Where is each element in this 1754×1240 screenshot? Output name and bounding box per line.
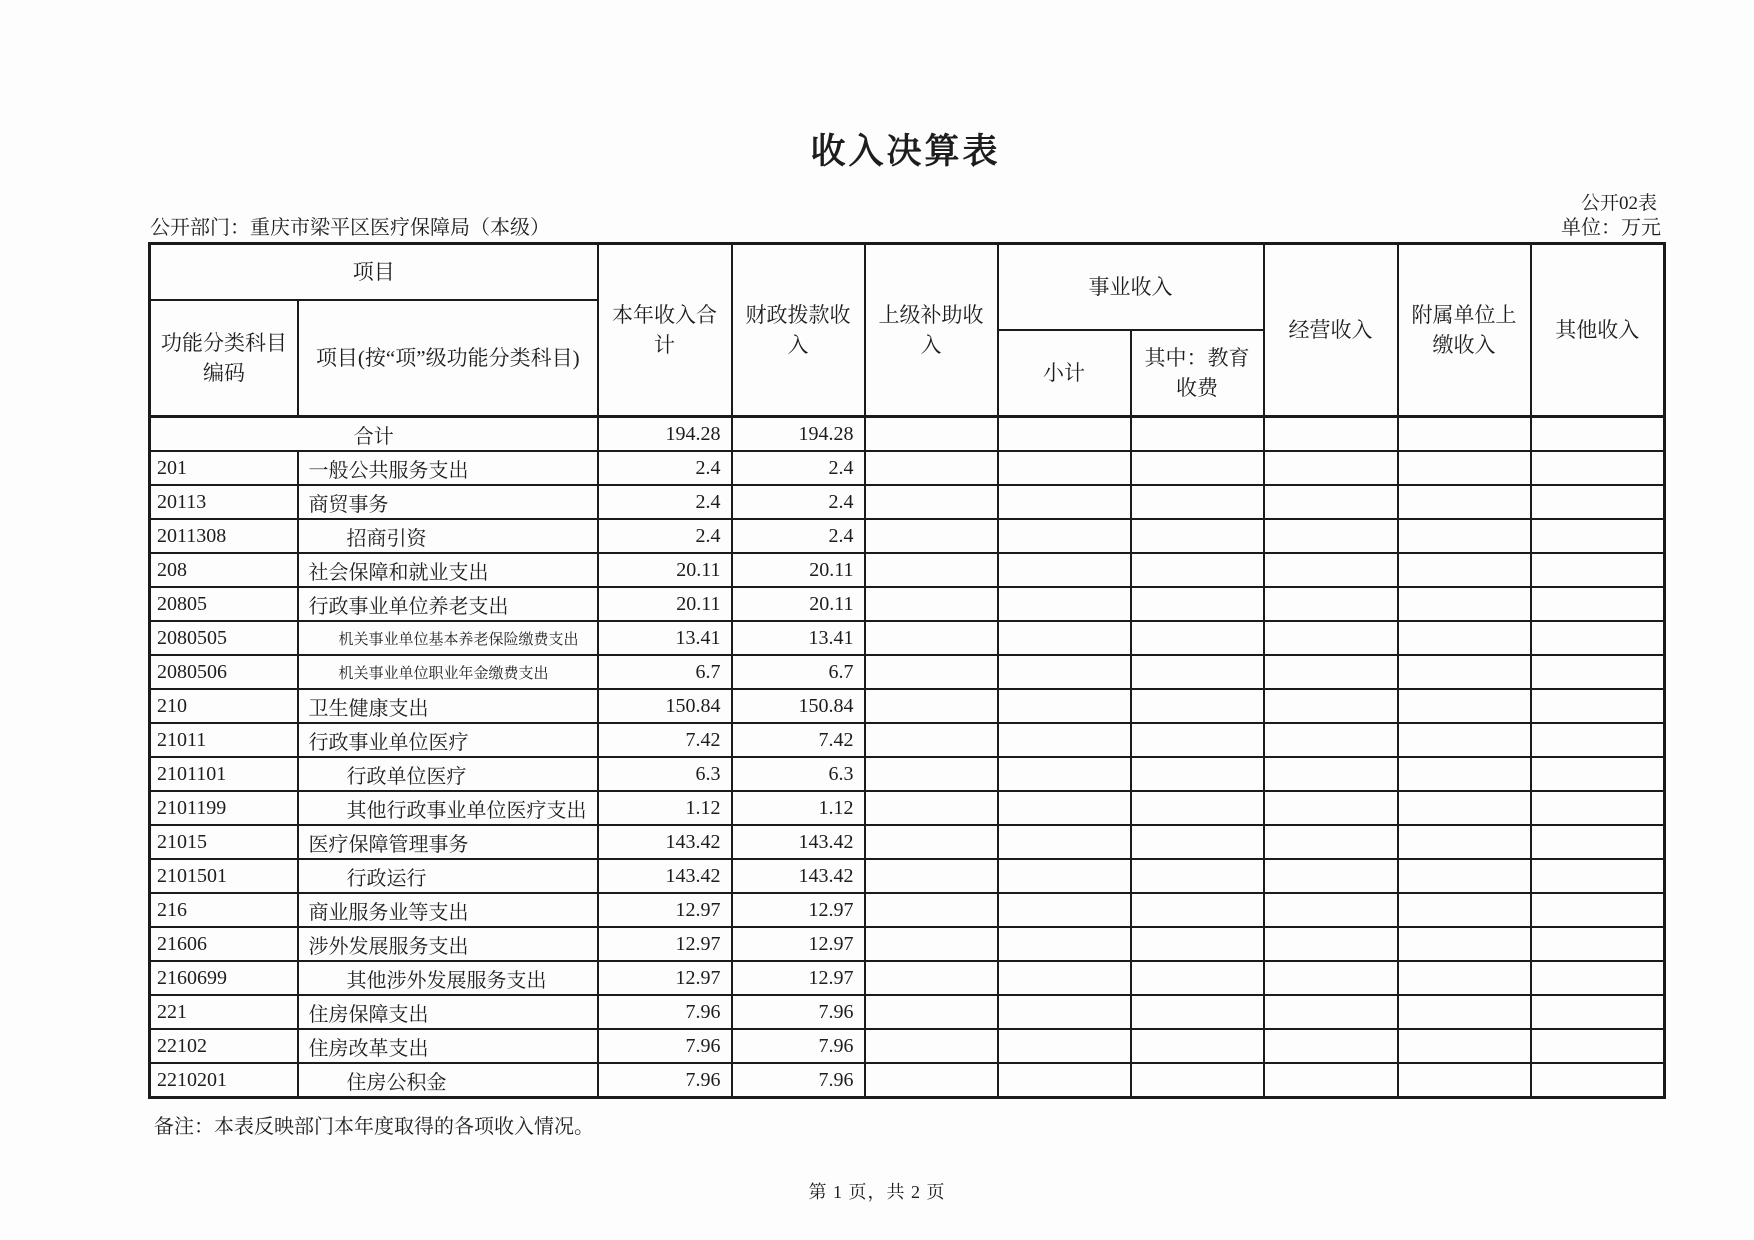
cell-empty [1531, 791, 1665, 825]
cell-empty [1398, 519, 1531, 553]
cell-item-name: 住房保障支出 [298, 995, 598, 1029]
cell-code: 221 [150, 995, 298, 1029]
cell-total-amount: 143.42 [598, 859, 732, 893]
cell-empty [1398, 723, 1531, 757]
cell-fiscal-amount: 20.11 [732, 587, 865, 621]
cell-empty [1531, 655, 1665, 689]
cell-empty [865, 689, 998, 723]
cell-fiscal-amount: 2.4 [732, 519, 865, 553]
cell-empty [1131, 859, 1264, 893]
cell-total-amount: 7.42 [598, 723, 732, 757]
cell-item-name: 机关事业单位职业年金缴费支出 [298, 655, 598, 689]
cell-empty [1531, 757, 1665, 791]
cell-empty [1264, 587, 1398, 621]
cell-empty [1398, 893, 1531, 927]
cell-empty [1264, 757, 1398, 791]
cell-empty [1531, 553, 1665, 587]
cell-empty [1131, 825, 1264, 859]
table-row [150, 689, 1665, 723]
cell-empty [1131, 689, 1264, 723]
cell-empty [998, 1063, 1131, 1098]
department-label: 公开部门：重庆市梁平区医疗保障局（本级） [150, 217, 550, 239]
cell-fiscal-amount: 7.42 [732, 723, 865, 757]
cell-empty [1131, 655, 1264, 689]
cell-empty [998, 723, 1131, 757]
cell-empty [1398, 825, 1531, 859]
cell-empty [1398, 417, 1531, 452]
total-row [150, 417, 1665, 452]
cell-empty [865, 553, 998, 587]
cell-empty [998, 655, 1131, 689]
cell-item-name: 一般公共服务支出 [298, 451, 598, 485]
table-row [150, 451, 1665, 485]
cell-fiscal-amount: 7.96 [732, 995, 865, 1029]
header-col-fiscal: 财政拨款收入 [732, 244, 865, 417]
cell-fiscal-amount: 2.4 [732, 485, 865, 519]
cell-empty [865, 961, 998, 995]
cell-code: 2080506 [150, 655, 298, 689]
cell-item-name: 其他行政事业单位医疗支出 [298, 791, 598, 825]
table-row [150, 757, 1665, 791]
cell-fiscal-amount: 7.96 [732, 1029, 865, 1063]
cell-empty [1131, 757, 1264, 791]
cell-empty [1131, 995, 1264, 1029]
cell-total-label: 合计 [150, 417, 598, 452]
cell-total-amount: 7.96 [598, 1063, 732, 1098]
cell-empty [1531, 723, 1665, 757]
cell-empty [1264, 961, 1398, 995]
table-code-label: 公开02表 [1580, 193, 1657, 214]
cell-fiscal-amount: 143.42 [732, 825, 865, 859]
cell-fiscal-amount: 6.7 [732, 655, 865, 689]
cell-empty [865, 995, 998, 1029]
header-col-other: 其他收入 [1531, 244, 1665, 417]
cell-empty [865, 451, 998, 485]
cell-total-amount: 2.4 [598, 485, 732, 519]
header-col-education: 其中：教育收费 [1130, 331, 1263, 415]
cell-empty [1398, 859, 1531, 893]
cell-empty [1398, 655, 1531, 689]
cell-empty [865, 791, 998, 825]
cell-empty [865, 621, 998, 655]
cell-empty [1264, 825, 1398, 859]
table-row [150, 825, 1665, 859]
cell-item-name: 机关事业单位基本养老保险缴费支出 [298, 621, 598, 655]
cell-empty [865, 757, 998, 791]
cell-total-amount: 194.28 [598, 417, 732, 452]
cell-item-name: 行政运行 [298, 859, 598, 893]
cell-empty [998, 587, 1131, 621]
cell-empty [1398, 995, 1531, 1029]
header-col-operating: 经营收入 [1264, 244, 1398, 417]
cell-code: 2160699 [150, 961, 298, 995]
cell-empty [1531, 451, 1665, 485]
table-row [150, 961, 1665, 995]
table-row [150, 553, 1665, 587]
cell-empty [1264, 859, 1398, 893]
cell-empty [1131, 451, 1264, 485]
cell-empty [1131, 723, 1264, 757]
cell-empty [865, 927, 998, 961]
cell-empty [1264, 995, 1398, 1029]
cell-fiscal-amount: 2.4 [732, 451, 865, 485]
cell-code: 21011 [150, 723, 298, 757]
table-row [150, 519, 1665, 553]
cell-total-amount: 2.4 [598, 451, 732, 485]
report-content [148, 0, 1663, 1240]
header-col-code: 功能分类科目编码 [161, 330, 287, 385]
cell-fiscal-amount: 12.97 [732, 961, 865, 995]
cell-fiscal-amount: 7.96 [732, 1063, 865, 1098]
header-col-subtotal: 小计 [1043, 360, 1086, 385]
cell-empty [1131, 1029, 1264, 1063]
cell-total-amount: 12.97 [598, 927, 732, 961]
cell-total-amount: 1.12 [598, 791, 732, 825]
cell-empty [1398, 587, 1531, 621]
page-title: 收入决算表 [810, 132, 1001, 171]
cell-empty [998, 485, 1131, 519]
cell-empty [1398, 485, 1531, 519]
cell-total-amount: 12.97 [598, 961, 732, 995]
cell-empty [1531, 621, 1665, 655]
cell-empty [1531, 587, 1665, 621]
cell-empty [1531, 859, 1665, 893]
cell-empty [1398, 1063, 1531, 1098]
cell-item-name: 行政事业单位医疗 [298, 723, 598, 757]
cell-empty [1531, 1063, 1665, 1098]
cell-total-amount: 20.11 [598, 587, 732, 621]
header-group-business-cell [998, 244, 1264, 417]
cell-empty [998, 519, 1131, 553]
cell-empty [1264, 1029, 1398, 1063]
table-row [150, 621, 1665, 655]
cell-empty [1531, 893, 1665, 927]
cell-total-amount: 6.7 [598, 655, 732, 689]
cell-code: 2080505 [150, 621, 298, 655]
cell-empty [865, 519, 998, 553]
cell-empty [1398, 1029, 1531, 1063]
cell-empty [1398, 621, 1531, 655]
cell-empty [865, 1029, 998, 1063]
cell-empty [1531, 485, 1665, 519]
cell-empty [865, 893, 998, 927]
cell-empty [1531, 689, 1665, 723]
cell-empty [865, 859, 998, 893]
cell-total-amount: 12.97 [598, 893, 732, 927]
cell-empty [1398, 553, 1531, 587]
cell-total-amount: 20.11 [598, 553, 732, 587]
cell-item-name: 医疗保障管理事务 [298, 825, 598, 859]
meta-row [150, 211, 1661, 240]
cell-empty [865, 825, 998, 859]
header-group-business: 事业收入 [999, 245, 1263, 331]
cell-empty [1131, 587, 1264, 621]
header-col-affiliated: 附属单位上缴收入 [1398, 244, 1531, 417]
cell-fiscal-amount: 20.11 [732, 553, 865, 587]
cell-empty [1531, 961, 1665, 995]
cell-fiscal-amount: 13.41 [732, 621, 865, 655]
income-table [148, 242, 1666, 1099]
cell-empty [1131, 621, 1264, 655]
cell-empty [1264, 927, 1398, 961]
cell-empty [1398, 961, 1531, 995]
cell-empty [1398, 451, 1531, 485]
cell-empty [1264, 553, 1398, 587]
cell-empty [998, 689, 1131, 723]
cell-empty [1131, 553, 1264, 587]
cell-total-amount: 13.41 [598, 621, 732, 655]
cell-empty [1398, 757, 1531, 791]
cell-empty [1264, 519, 1398, 553]
cell-code: 2210201 [150, 1063, 298, 1098]
cell-empty [865, 1063, 998, 1098]
cell-empty [1531, 927, 1665, 961]
cell-code: 210 [150, 689, 298, 723]
cell-empty [1131, 961, 1264, 995]
cell-empty [1131, 893, 1264, 927]
cell-empty [1531, 519, 1665, 553]
cell-code: 22102 [150, 1029, 298, 1063]
cell-empty [1264, 621, 1398, 655]
cell-item-name: 行政事业单位养老支出 [298, 587, 598, 621]
cell-code: 216 [150, 893, 298, 927]
cell-item-name: 住房改革支出 [298, 1029, 598, 1063]
cell-empty [1398, 689, 1531, 723]
header-row [150, 244, 1665, 417]
cell-empty [998, 893, 1131, 927]
table-body [150, 417, 1665, 1098]
cell-empty [1264, 485, 1398, 519]
cell-code: 2101101 [150, 757, 298, 791]
cell-fiscal-amount: 150.84 [732, 689, 865, 723]
cell-total-amount: 7.96 [598, 1029, 732, 1063]
header-group-project: 项目 [151, 245, 597, 301]
table-row [150, 587, 1665, 621]
cell-item-name: 招商引资 [298, 519, 598, 553]
table-row [150, 723, 1665, 757]
cell-empty [998, 553, 1131, 587]
cell-total-amount: 2.4 [598, 519, 732, 553]
cell-empty [1264, 893, 1398, 927]
cell-item-name: 卫生健康支出 [298, 689, 598, 723]
cell-code: 2101199 [150, 791, 298, 825]
cell-total-amount: 143.42 [598, 825, 732, 859]
cell-item-name: 商业服务业等支出 [298, 893, 598, 927]
cell-empty [1131, 927, 1264, 961]
cell-empty [1264, 417, 1398, 452]
cell-empty [865, 655, 998, 689]
cell-fiscal-amount: 194.28 [732, 417, 865, 452]
cell-fiscal-amount: 12.97 [732, 893, 865, 927]
cell-item-name: 涉外发展服务支出 [298, 927, 598, 961]
cell-code: 20805 [150, 587, 298, 621]
cell-fiscal-amount: 143.42 [732, 859, 865, 893]
cell-empty [1531, 825, 1665, 859]
cell-item-name: 住房公积金 [298, 1063, 598, 1098]
header-col-superior: 上级补助收入 [865, 244, 998, 417]
table-row [150, 893, 1665, 927]
table-row [150, 995, 1665, 1029]
cell-empty [865, 587, 998, 621]
cell-empty [998, 791, 1131, 825]
table-row [150, 791, 1665, 825]
cell-empty [998, 825, 1131, 859]
cell-code: 20113 [150, 485, 298, 519]
table-row [150, 655, 1665, 689]
cell-total-amount: 7.96 [598, 995, 732, 1029]
cell-item-name: 行政单位医疗 [298, 757, 598, 791]
cell-empty [1531, 417, 1665, 452]
cell-empty [1264, 451, 1398, 485]
cell-fiscal-amount: 12.97 [732, 927, 865, 961]
cell-empty [865, 417, 998, 452]
cell-empty [1531, 995, 1665, 1029]
header-group-project-cell [150, 244, 598, 417]
cell-total-amount: 150.84 [598, 689, 732, 723]
cell-empty [998, 995, 1131, 1029]
cell-total-amount: 6.3 [598, 757, 732, 791]
cell-item-name: 其他涉外发展服务支出 [298, 961, 598, 995]
table-row [150, 485, 1665, 519]
cell-fiscal-amount: 1.12 [732, 791, 865, 825]
cell-empty [998, 417, 1131, 452]
cell-empty [1131, 519, 1264, 553]
cell-empty [998, 757, 1131, 791]
cell-code: 208 [150, 553, 298, 587]
note-text: 备注：本表反映部门本年度取得的各项收入情况。 [154, 1116, 594, 1138]
cell-empty [998, 621, 1131, 655]
cell-empty [1264, 655, 1398, 689]
cell-empty [1398, 791, 1531, 825]
cell-empty [1131, 417, 1264, 452]
cell-empty [1264, 723, 1398, 757]
cell-empty [1398, 927, 1531, 961]
unit-label: 单位：万元 [1561, 217, 1661, 239]
cell-empty [1131, 1063, 1264, 1098]
cell-item-name: 社会保障和就业支出 [298, 553, 598, 587]
cell-empty [865, 485, 998, 519]
table-row [150, 1063, 1665, 1098]
cell-empty [998, 451, 1131, 485]
table-row [150, 859, 1665, 893]
cell-item-name: 商贸事务 [298, 485, 598, 519]
cell-empty [1264, 689, 1398, 723]
cell-fiscal-amount: 6.3 [732, 757, 865, 791]
header-col-item: 项目(按“项”级功能分类科目) [297, 301, 597, 415]
cell-empty [998, 1029, 1131, 1063]
pagination: 第 1 页，共 2 页 [808, 1182, 946, 1202]
cell-empty [998, 927, 1131, 961]
cell-empty [998, 961, 1131, 995]
cell-code: 201 [150, 451, 298, 485]
cell-code: 21606 [150, 927, 298, 961]
cell-empty [1264, 1063, 1398, 1098]
table-row [150, 927, 1665, 961]
header-col-total: 本年收入合计 [598, 244, 732, 417]
cell-empty [865, 723, 998, 757]
cell-code: 2011308 [150, 519, 298, 553]
cell-empty [998, 859, 1131, 893]
cell-empty [1131, 485, 1264, 519]
cell-code: 2101501 [150, 859, 298, 893]
cell-empty [1531, 1029, 1665, 1063]
table-row [150, 1029, 1665, 1063]
cell-code: 21015 [150, 825, 298, 859]
cell-empty [1264, 791, 1398, 825]
cell-empty [1131, 791, 1264, 825]
